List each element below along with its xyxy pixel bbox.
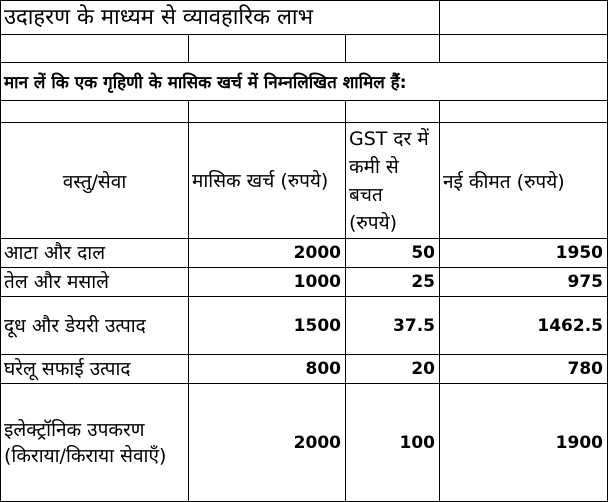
new-price-cell[interactable]: 1462.5 xyxy=(440,297,608,355)
new-price-cell[interactable]: 1900 xyxy=(440,384,608,502)
table-row xyxy=(1,355,608,384)
empty-cell[interactable] xyxy=(189,101,346,123)
blank-row xyxy=(1,35,608,63)
item-cell[interactable]: घरेलू सफाई उत्पाद xyxy=(1,355,189,384)
saving-cell[interactable]: 100 xyxy=(346,384,440,502)
empty-cell[interactable] xyxy=(440,101,608,123)
saving-cell[interactable]: 20 xyxy=(346,355,440,384)
new-price-cell[interactable]: 780 xyxy=(440,355,608,384)
item-cell[interactable]: इलेक्ट्रॉनिक उपकरण (किराया/किराया सेवाएँ) xyxy=(1,384,189,502)
empty-cell[interactable] xyxy=(440,35,608,63)
item-cell[interactable]: तेल और मसाले xyxy=(1,268,189,297)
expense-cell[interactable]: 2000 xyxy=(189,384,346,502)
header-row xyxy=(1,123,608,239)
expense-cell[interactable]: 2000 xyxy=(189,239,346,268)
header-item[interactable]: वस्तु/सेवा xyxy=(1,123,189,239)
table-row xyxy=(1,384,608,502)
intro-row xyxy=(1,63,608,101)
table-row xyxy=(1,239,608,268)
header-monthly-expense[interactable]: मासिक खर्च (रुपये) xyxy=(189,123,346,239)
empty-cell[interactable] xyxy=(189,35,346,63)
saving-cell[interactable]: 50 xyxy=(346,239,440,268)
saving-cell[interactable]: 37.5 xyxy=(346,297,440,355)
empty-cell[interactable] xyxy=(346,101,440,123)
item-cell[interactable]: दूध और डेयरी उत्पाद xyxy=(1,297,189,355)
empty-cell[interactable] xyxy=(1,35,189,63)
blank-row xyxy=(1,101,608,123)
item-cell[interactable]: आटा और दाल xyxy=(1,239,189,268)
table-row xyxy=(1,297,608,355)
empty-cell[interactable] xyxy=(440,1,608,35)
expense-cell[interactable]: 800 xyxy=(189,355,346,384)
table-row xyxy=(1,268,608,297)
saving-cell[interactable]: 25 xyxy=(346,268,440,297)
header-new-price[interactable]: नई कीमत (रुपये) xyxy=(440,123,608,239)
new-price-cell[interactable]: 975 xyxy=(440,268,608,297)
title-row xyxy=(1,1,608,35)
new-price-cell[interactable]: 1950 xyxy=(440,239,608,268)
header-gst-saving[interactable]: GST दर में कमी से बचत (रुपये) xyxy=(346,123,440,239)
intro-text[interactable]: मान लें कि एक गृहिणी के मासिक खर्च में निम्नलिखित शामिल हैं: xyxy=(1,63,608,101)
expense-cell[interactable]: 1000 xyxy=(189,268,346,297)
empty-cell[interactable] xyxy=(1,101,189,123)
expense-cell[interactable]: 1500 xyxy=(189,297,346,355)
sheet-title[interactable]: उदाहरण के माध्यम से व्यावहारिक लाभ xyxy=(1,1,440,35)
empty-cell[interactable] xyxy=(346,35,440,63)
